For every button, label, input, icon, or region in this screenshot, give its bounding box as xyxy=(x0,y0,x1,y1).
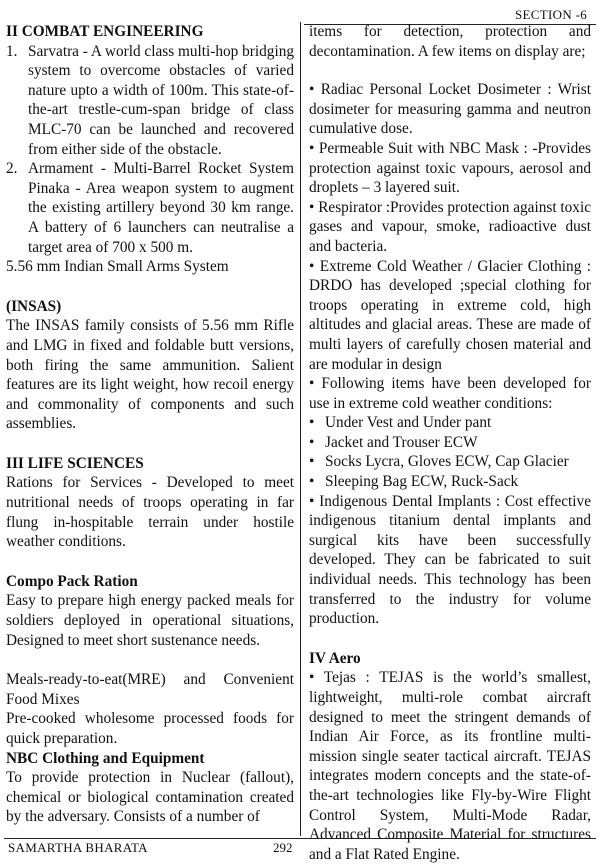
bullet-paragraph: • Following items have been developed for use in extreme cold weather conditions: xyxy=(309,375,592,412)
item-text: Armament - Multi-Barrel Rocket System Pinaka - Area weapon system to augment the existing artillery beyond 30 km range. A battery of 6 launchers can neutralise a target area of 700 x 500 m. xyxy=(28,160,294,256)
left-column xyxy=(6,22,294,827)
numbered-item xyxy=(6,42,294,160)
precooked-paragraph: Pre-cooked wholesome processed foods for quick preparation. xyxy=(6,710,294,747)
item-text: Sarvatra - A world class multi-hop bridging system to overcome obstacles of varied nature upto a width of 100m. This state-of-the-art trestle-cum-span bridge of class MLC-70 can be launched and recovered from either side of the obstacle. xyxy=(28,42,294,158)
bullet-paragraph: • Permeable Suit with NBC Mask : -Provides protection against toxic vapours, aerosol and droplets – 3 layered suit. xyxy=(309,139,591,197)
bullet-paragraph: • Extreme Cold Weather / Glacier Clothing : DRDO has developed ;special clothing for troops operating in extreme cold, high altitudes and glacial areas. These are made of multi layers of carefully chosen material and are modular in design xyxy=(309,257,591,373)
bullet-icon: • xyxy=(309,414,315,432)
insas-paragraph: The INSAS family consists of 5.56 mm Rifle and LMG in fixed and foldable butt versions, both firing the same ammunition. Salient features are its light weight, how recoil energy and commonality of components and such assemblies. xyxy=(6,317,294,433)
compo-pack-heading: Compo Pack Ration xyxy=(6,572,138,590)
bullet-icon: • xyxy=(309,669,324,687)
bullet-icon: • xyxy=(309,433,315,451)
right-column xyxy=(309,22,591,864)
bullet-icon: • xyxy=(309,81,321,99)
bottom-rule xyxy=(4,838,596,839)
bullet-icon: • xyxy=(309,257,320,275)
nbc-continuation: items for detection, protection and decontamination. A few items on display are; xyxy=(309,23,591,60)
insas-heading: (INSAS) xyxy=(6,297,62,315)
cold-weather-item: • Jacket and Trouser ECW xyxy=(309,433,478,451)
mre-paragraph: Meals-ready-to-eat(MRE) and Convenient Food Mixes xyxy=(6,671,294,708)
nbc-heading: NBC Clothing and Equipment xyxy=(6,749,205,767)
bullet-icon: • xyxy=(309,492,320,510)
cold-weather-item: • Socks Lycra, Gloves ECW, Cap Glacier xyxy=(309,453,569,471)
item-number: 1. xyxy=(6,42,18,60)
page-number: 292 xyxy=(273,840,293,855)
rations-paragraph: Rations for Services - Developed to meet nutritional needs of troops operating in far flung in-hospitable terrain under hostile weather conditions. xyxy=(6,474,294,551)
bullet-icon: • xyxy=(309,453,315,471)
section-label: SECTION -6 xyxy=(515,7,587,22)
bullet-icon: • xyxy=(309,139,319,157)
item-number: 2. xyxy=(6,160,18,178)
combat-engineering-heading: II COMBAT ENGINEERING xyxy=(6,23,204,40)
life-sciences-heading: III LIFE SCIENCES xyxy=(6,454,144,472)
column-divider xyxy=(300,22,301,836)
publication-name: SAMARTHA BHARATA xyxy=(8,840,148,855)
bullet-paragraph: • Radiac Personal Locket Dosimeter : Wrist dosimeter for measuring gamma and neutron cumulative dose. xyxy=(309,81,591,138)
bullet-icon: • xyxy=(309,375,322,393)
nbc-paragraph: To provide protection in Nuclear (fallout), chemical or biological contamination created by the adversary. Consists of a number of xyxy=(6,769,294,826)
compo-pack-paragraph: Easy to prepare high energy packed meals for soldiers deployed in operational situations, Designed to meet short sustenance needs. xyxy=(6,592,294,649)
tejas-paragraph: • Tejas : TEJAS is the world’s smallest, lightweight, multi-role combat aircraft designed to meet the stringent demands of Indian Air Force, as its frontline multi-mission single seater tactical aircraft. TEJAS integrates modern concepts and the state-of-the-art technologies like Fly-by-Wire Flight Control System, Multi-Mode Radar, Advanced Composite Material for structures and a Flat Rated Engine. xyxy=(309,669,591,863)
small-arms-line: 5.56 mm Indian Small Arms System xyxy=(6,258,229,276)
bullet-paragraph: • Respirator :Provides protection against toxic gases and vapour, smoke, radioactive dust and bacteria. xyxy=(309,198,591,255)
bullet-icon: • xyxy=(309,473,315,491)
dental-implants-paragraph: • Indigenous Dental Implants : Cost effective indigenous titanium dental implants and surgical kits have been successfully developed. They can be fabricated to suit individual needs. This technology has been transferred to the industry for volume production. xyxy=(309,492,591,628)
bullet-icon: • xyxy=(309,198,319,216)
cold-weather-item: • Sleeping Bag ECW, Ruck-Sack xyxy=(309,473,519,491)
aero-heading: IV Aero xyxy=(309,649,361,667)
numbered-item xyxy=(6,159,294,257)
cold-weather-item: • Under Vest and Under pant xyxy=(309,414,492,432)
